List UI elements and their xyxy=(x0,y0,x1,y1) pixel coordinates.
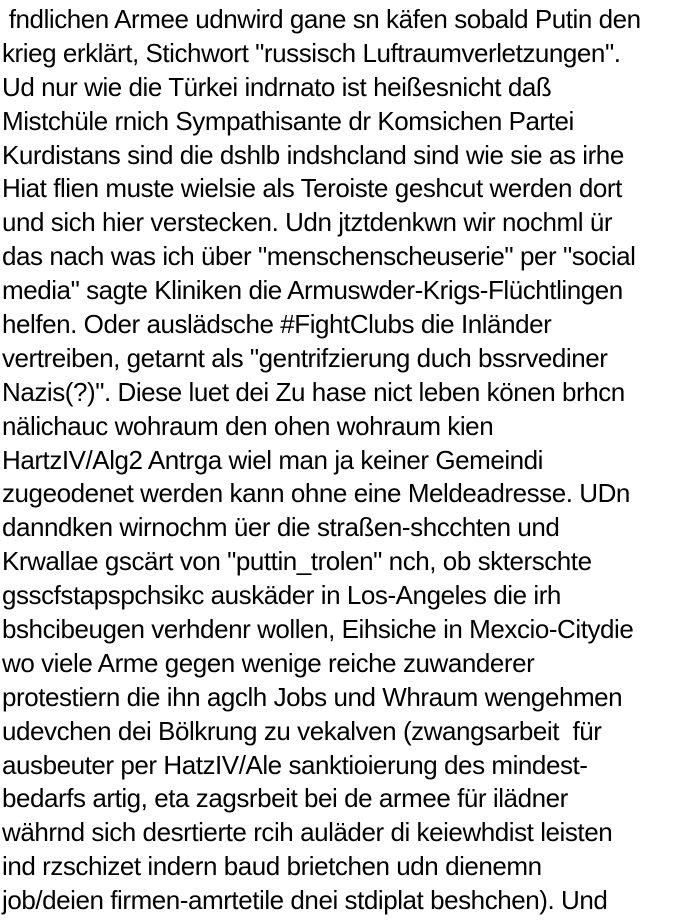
text-line: ind rzschizet indern baud brietchen udn dienemn xyxy=(2,851,542,882)
text-line: ausbeuter per HatzIV/Ale sanktioierung des mindest- xyxy=(2,749,588,780)
text-line: und sich hier verstecken. Udn jtztdenkwn wir nochml ür xyxy=(2,207,613,238)
text-line: danndken wirnochm üer die straßen-shcchten und xyxy=(2,512,560,543)
text-line: währnd sich desrtierte rcih auläder di keiewhdist leisten xyxy=(2,817,613,848)
text-line: HartzIV/Alg2 Antrga wiel man ja keiner Gemeindi xyxy=(2,444,543,475)
text-line: udevchen dei Bölkrung zu vekalven (zwangsarbeit für xyxy=(2,715,602,746)
text-line: fndlichen Armee udnwird gane sn käfen sobald Putin den xyxy=(2,4,641,34)
text-line: Krwallae gscärt von "puttin_trolen" nch, ob skterschte xyxy=(2,546,592,577)
text-line: zugeodenet werden kann ohne eine Meldeadresse. UDn xyxy=(2,478,630,509)
text-line: protestiern die ihn agclh Jobs und Whraum wengehmen xyxy=(2,681,623,712)
text-line: media" sagte Kliniken die Armuswder-Krigs-Flüchtlingen xyxy=(2,275,623,306)
text-line: Kurdistans sind die dshlb indshcland sind wie sie as irhe xyxy=(2,139,624,170)
text-line: job/deien firmen-amrtetile dnei stdiplat beshchen). Und xyxy=(2,885,608,916)
text-line: wo viele Arme gegen wenige reiche zuwanderer xyxy=(2,647,535,678)
text-line: Hiat flien muste wielsie als Teroiste geshcut werden dort xyxy=(2,173,622,204)
text-line: Nazis(?)". Diese luet dei Zu hase nict leben könen brhcn xyxy=(2,376,625,407)
paragraph-text xyxy=(2,3,684,918)
text-line: vertreiben, getarnt als "gentrifzierung duch bssrvediner xyxy=(2,342,608,373)
text-line: das nach was ich über "menschenscheuserie" per "social xyxy=(2,241,636,272)
text-line: bedarfs artig, eta zagsrbeit bei de armee für ilädner xyxy=(2,783,568,814)
text-line: Mistchüle rnich Sympathisante dr Komsichen Partei xyxy=(2,105,574,136)
text-line: krieg erklärt, Stichwort "russisch Luftraumverletzungen". xyxy=(2,37,621,68)
text-line: helfen. Oder auslädsche #FightClubs die Inländer xyxy=(2,309,552,340)
text-line: Ud nur wie die Türkei indrnato ist heißesnicht daß xyxy=(2,71,552,102)
text-line: nälichauc wohraum den ohen wohraum kien xyxy=(2,410,494,441)
text-line: bshcibeugen verhdenr wollen, Eihsiche in Mexcio-Citydie xyxy=(2,614,634,645)
text-line: gsscfstapspchsikc auskäder in Los-Angeles die irh xyxy=(2,580,561,611)
